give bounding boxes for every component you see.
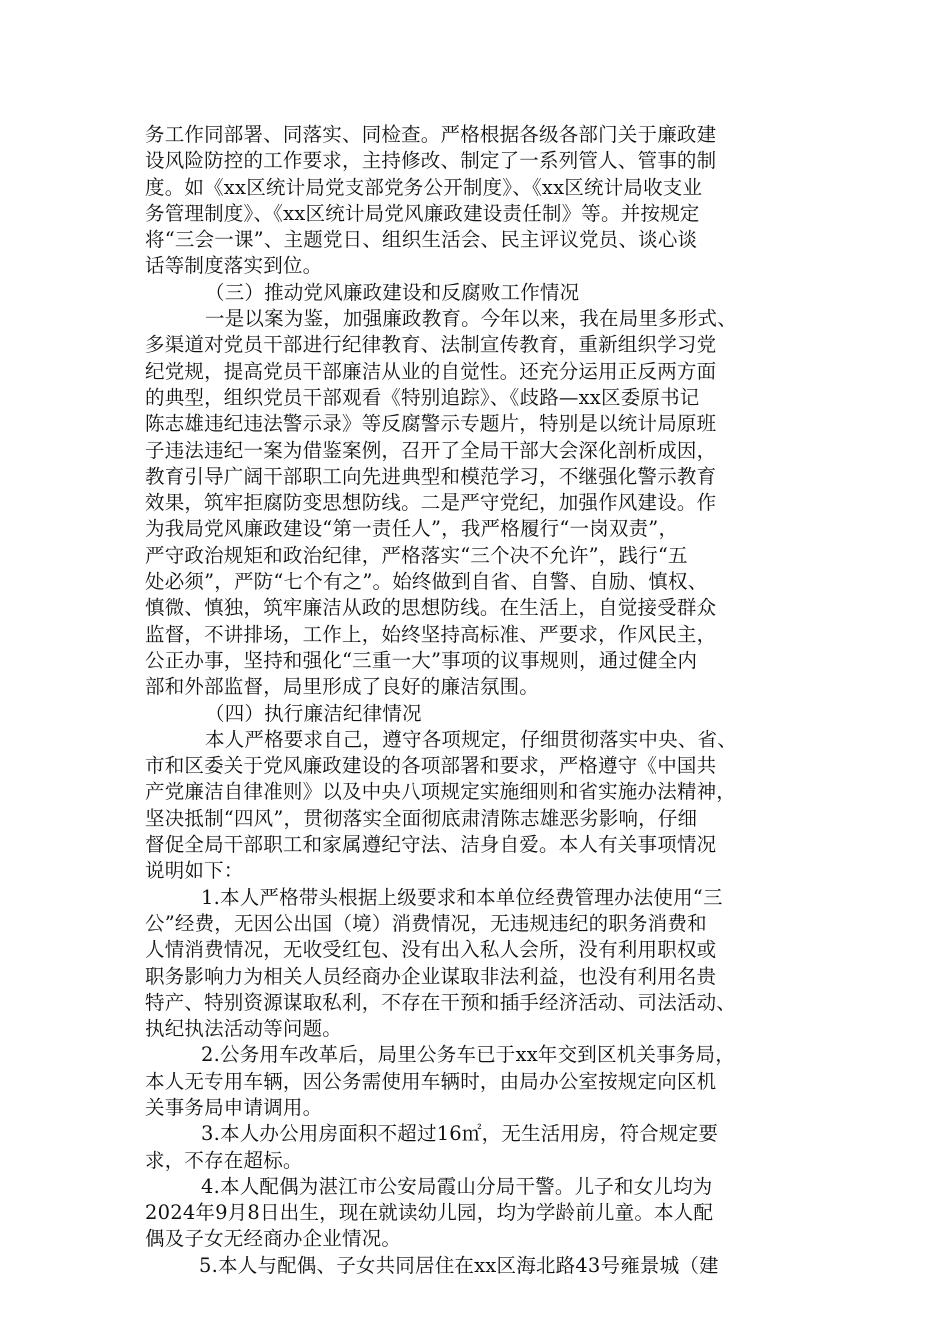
text-line: 设风险防控的工作要求，主持修改、制定了一系列管人、管事的制: [145, 149, 717, 173]
text-line: 度。如《xx区统计局党支部党务公开制度》、《xx区统计局收支业: [145, 175, 703, 199]
text-line: 说明如下：: [145, 859, 244, 883]
text-line: 子违法违纪一案为借鉴案例，召开了全局干部大会深化剖析成因，: [145, 438, 717, 462]
text-line: 求，不存在超标。: [145, 1148, 303, 1172]
text-line: 2.公务用车改革后，局里公务车已于xx年交到区机关事务局，: [201, 1043, 735, 1067]
text-line: 3.本人办公用房面积不超过16㎡，无生活用房，符合规定要: [201, 1122, 719, 1146]
text-line: 执纪执法活动等问题。: [145, 1017, 343, 1041]
document-body: [145, 122, 805, 1279]
text-line: 陈志雄违纪违法警示录》等反腐警示专题片，特别是以统计局原班: [145, 412, 717, 436]
text-line: 效果，筑牢拒腐防变思想防线。二是严守党纪，加强作风建设。作: [145, 491, 717, 515]
text-line: （四）执行廉洁纪律情况: [205, 701, 422, 725]
text-line: 督促全局干部职工和家属遵纪守法、洁身自爱。本人有关事项情况: [145, 833, 717, 857]
text-line: 部和外部监督，局里形成了良好的廉洁氛围。: [145, 675, 540, 699]
text-line: 慎微、慎独，筑牢廉洁从政的思想防线。在生活上，自觉接受群众: [145, 596, 717, 620]
text-line: 坚决抵制“四风”，贯彻落实全面彻底肃清陈志雄恶劣影响，仔细: [145, 806, 698, 830]
text-line: 本人无专用车辆，因公务需使用车辆时，由局办公室按规定向区机: [145, 1069, 717, 1093]
text-line: 2024年9月8日出生，现在就读幼儿园，均为学龄前儿童。本人配: [145, 1201, 714, 1225]
text-line: 产党廉洁自律准则》以及中央八项规定实施细则和省实施办法精神，: [145, 780, 737, 804]
text-line: 务管理制度》、《xx区统计局党风廉政建设责任制》等。并按规定: [145, 201, 700, 225]
text-line: 本人严格要求自己，遵守各项规定，仔细贯彻落实中央、省、: [205, 727, 737, 751]
text-line: 纪党规，提高党员干部廉洁从业的自觉性。还充分运用正反两方面: [145, 359, 717, 383]
text-line: 关事务局申请调用。: [145, 1095, 323, 1119]
text-line: 务工作同部署、同落实、同检查。严格根据各级各部门关于廉政建: [145, 123, 717, 146]
text-line: 市和区委关于党风廉政建设的各项部署和要求，严格遵守《中国共: [145, 754, 717, 778]
text-line: 话等制度落实到位。: [145, 254, 323, 278]
text-line: 1.本人严格带头根据上级要求和本单位经费管理办法使用“三: [201, 885, 723, 909]
text-line: 职务影响力为相关人员经商办企业谋取非法利益，也没有利用名贵: [145, 964, 717, 988]
text-line: 4.本人配偶为湛江市公安局霞山分局干警。儿子和女儿均为: [201, 1174, 713, 1198]
text-line: 多渠道对党员干部进行纪律教育、法制宣传教育，重新组织学习党: [145, 333, 717, 357]
text-line: 人情消费情况，无收受红包、没有出入私人会所，没有利用职权或: [145, 938, 717, 962]
text-line: 偶及子女无经商办企业情况。: [145, 1227, 402, 1251]
text-line: 公”经费，无因公出国（境）消费情况，无违规违纪的职务消费和: [145, 911, 707, 935]
text-line: 教育引导广阔干部职工向先进典型和模范学习，不继强化警示教育: [145, 464, 717, 488]
text-line: 公正办事，坚持和强化“三重一大”事项的议事规则，通过健全内: [145, 648, 698, 672]
text-line: 5.本人与配偶、子女共同居住在xx区海北路43号雍景城（建: [199, 1253, 719, 1277]
text-line: 处必须”，严防“七个有之”。始终做到自省、自警、自励、慎权、: [145, 570, 708, 594]
text-line: 为我局党风廉政建设“第一责任人”，我严格履行“一岗双责”，: [145, 517, 679, 541]
text-line: 监督，不讲排场，工作上，始终坚持高标准、严要求，作风民主，: [145, 622, 717, 646]
text-line: 的典型，组织党员干部观看《特别追踪》、《歧路—xx区委原书记: [145, 385, 700, 409]
text-line: 一是以案为鉴，加强廉政教育。今年以来，我在局里多形式、: [205, 307, 737, 331]
text-line: 特产、特别资源谋取私利，不存在干预和插手经济活动、司法活动、: [145, 990, 737, 1014]
text-line: （三）推动党风廉政建设和反腐败工作情况: [205, 280, 580, 304]
text-line: 严守政治规矩和政治纪律，严格落实“三个决不允许”，践行“五: [145, 543, 688, 567]
text-line: 将“三会一课”、主题党日、组织生活会、民主评议党员、谈心谈: [145, 228, 698, 252]
